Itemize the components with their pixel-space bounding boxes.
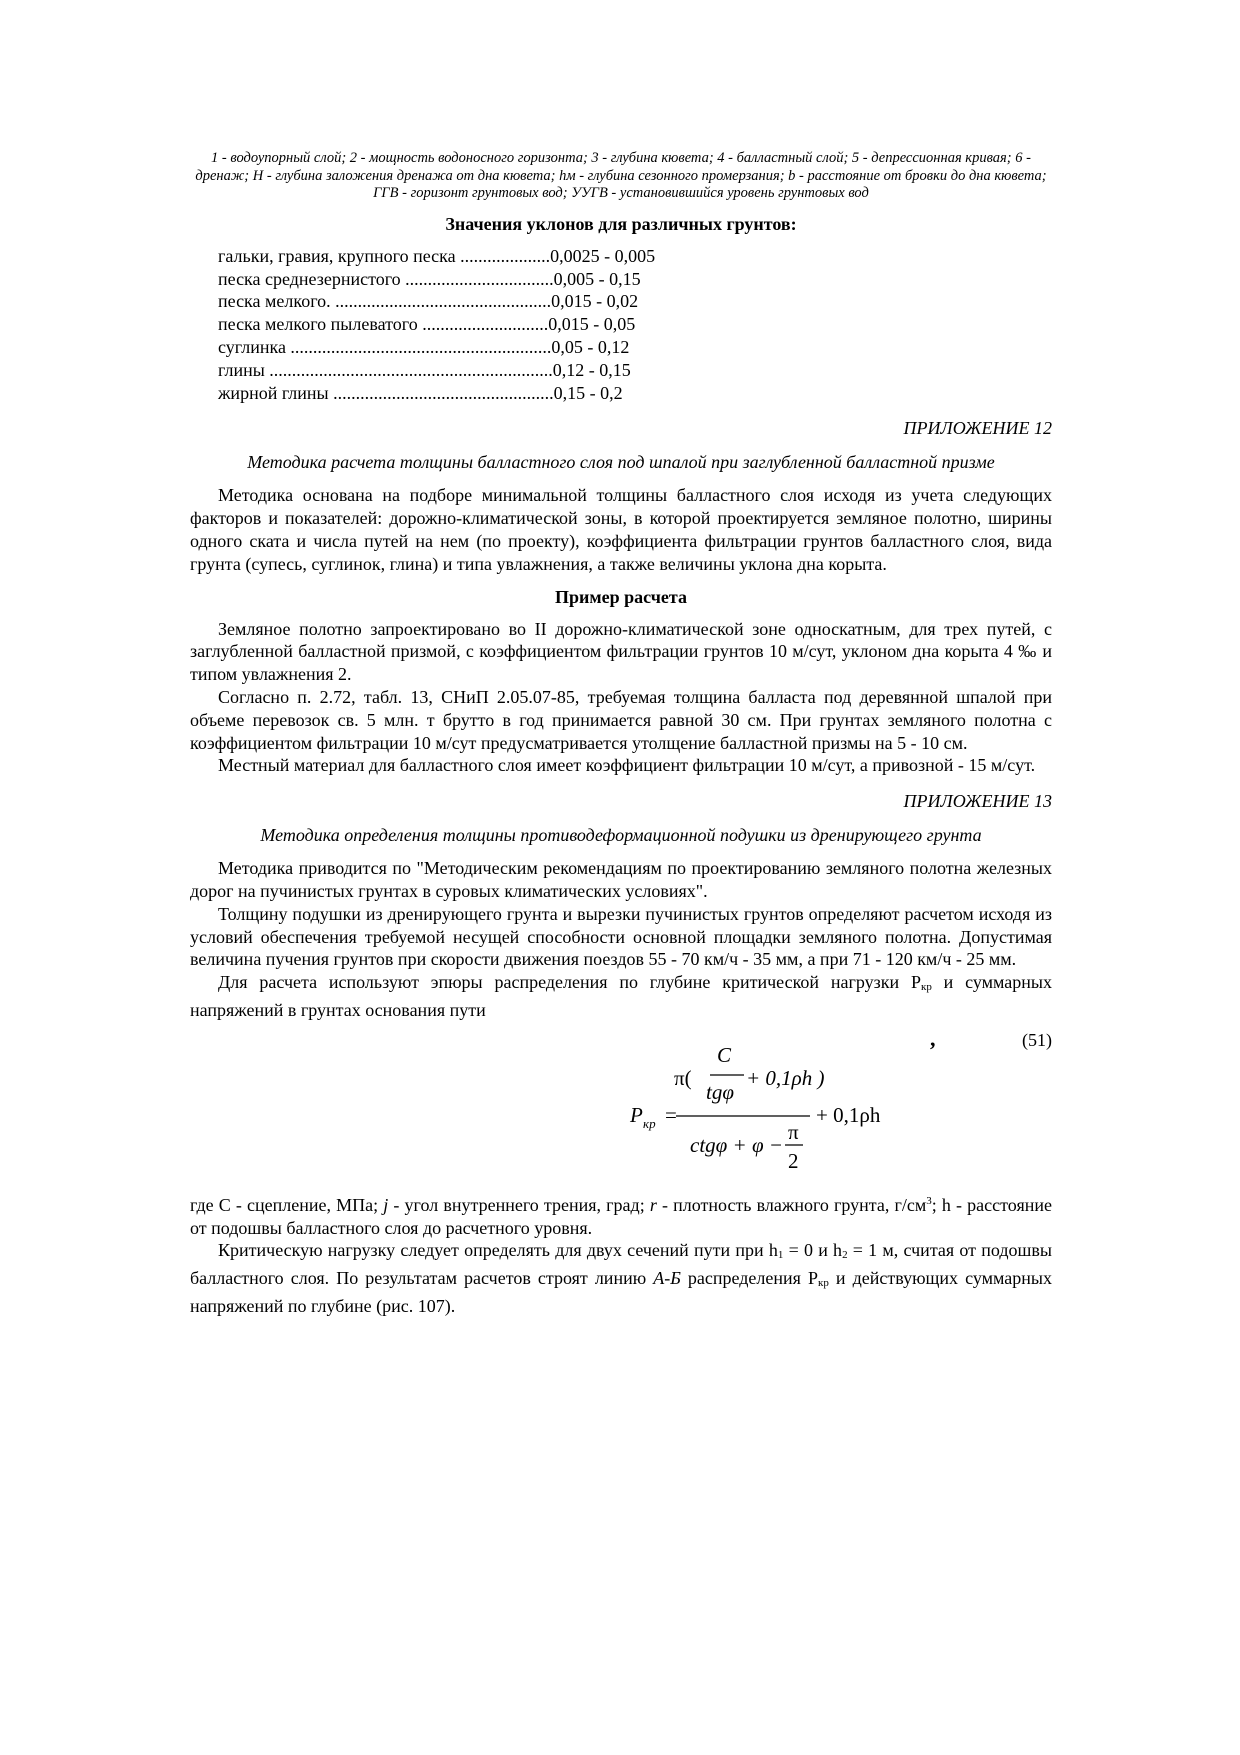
slope-item: песка мелкого. ................................................0,015 - 0,02 (218, 291, 639, 312)
formula-lhs: P (630, 1102, 643, 1127)
slope-item: суглинка ..........................................................0,05 - 0,12 (218, 336, 630, 357)
formula-51 (190, 1025, 1052, 1190)
formula-num-rest: + 0,1ρh ) (746, 1065, 825, 1090)
example-paragraph-3: Местный материал для балластного слоя имеет коэффициент фильтрации 10 м/сут, а привозной - 15 м/сут. (218, 755, 1036, 776)
example-heading: Пример расчета (555, 586, 687, 607)
page-content (190, 150, 1052, 1318)
slopes-list (218, 245, 1052, 405)
equation-number: (51) (1022, 1029, 1052, 1050)
formula-den-pi: π (788, 1119, 799, 1144)
appendix-12-title: Методика расчета толщины балластного слоя под шпалой при заглубленной балластной призме (247, 452, 995, 473)
formula-den-left: ctgφ + φ − (690, 1132, 783, 1157)
slope-item: гальки, гравия, крупного песка ....................0,0025 - 0,005 (218, 245, 656, 266)
slopes-heading: Значения уклонов для различных грунтов: (445, 213, 797, 234)
appendix-13-paragraph-3: Для расчета используют эпюры распределения по глубине критической нагрузки Pкр и суммарных напряжений в грунтах основания пути (190, 972, 1052, 1020)
example-paragraph-2: Согласно п. 2.72, табл. 13, СНиП 2.05.07-85, требуемая толщина балласта под деревянной шпалой при объеме перевозок св. 5 млн. т брутто в год принимается равной 30 см. При грунтах земляного полотна с коэффициентом фильтрации 10 м/сут предусматривается утолщение балластной призмы на 5 - 10 см. (190, 686, 1052, 753)
formula-comma: , (930, 1025, 936, 1051)
formula-frac-den: tgφ (706, 1079, 734, 1104)
example-paragraph-1: Земляное полотно запроектировано во II дорожно-климатической зоне односкатным, для трех путей, с заглубленной балластной призмой, с коэффициентом фильтрации грунтов 10 м/сут, уклоном дна корыта 4 ‰ и типом увлажнения 2. (190, 618, 1052, 685)
slope-item: песка среднезернистого .................................0,005 - 0,15 (218, 268, 641, 289)
appendix-13-label: ПРИЛОЖЕНИЕ 13 (903, 791, 1052, 812)
formula-eq: = (665, 1102, 677, 1127)
formula-svg (630, 1036, 900, 1188)
formula-lhs-sub: кр (643, 1115, 656, 1131)
figure-caption: 1 - водоупорный слой; 2 - мощность водоносного горизонта; 3 - глубина кювета; 4 - балластный слой; 5 - депрессионная кривая; 6 - дренаж; H - глубина заложения дренажа от дна кювета; hм - глубина сезонного промерзания; b - расстояние от бровки до дна кювета; ГГВ - горизонт грунтовых вод; УУГВ - установившийся уровень грунтовых вод (195, 150, 1047, 202)
formula-frac-num: C (717, 1042, 732, 1067)
slope-item: жирной глины .................................................0,15 - 0,2 (218, 382, 623, 403)
formula-den-two: 2 (788, 1148, 799, 1173)
slope-item: глины ...............................................................0,12 - 0,15 (218, 359, 631, 380)
formula-rhs: + 0,1ρh (816, 1102, 881, 1127)
critical-load-paragraph: Критическую нагрузку следует определять для двух сечений пути при h1 = 0 и h2 = 1 м, считая от подошвы балластного слоя. По результатам расчетов строят линию А-Б распределения Pкр и действующих суммарных напряжений по глубине (рис. 107). (190, 1240, 1052, 1316)
critical-load-formula (630, 1036, 900, 1188)
appendix-13-paragraph-1: Методика приводится по "Методическим рекомендациям по проектированию земляного полотна железных дорог на пучинистых грунтах в суровых климатических условиях". (190, 858, 1052, 901)
appendix-12-label: ПРИЛОЖЕНИЕ 12 (903, 418, 1052, 439)
where-paragraph: где С - сцепление, МПа; j - угол внутреннего трения, град; r - плотность влажного грунта, $г/см^3$; h - расстояние от подошвы балластного слоя до расчетного уровня. (190, 1194, 1052, 1238)
appendix-13-title: Методика определения толщины противодеформационной подушки из дренирующего грунта (260, 825, 982, 846)
formula-num-pi: π( (674, 1065, 692, 1090)
appendix-12-intro: Методика основана на подборе минимальной толщины балластного слоя исходя из учета следующих факторов и показателей: дорожно-климатической зоны, в которой проектируется земляное полотно, ширины одного ската и числа путей на нем (по проекту), коэффициента фильтрации грунтов балластного слоя, вида грунта (супесь, суглинок, глина) и типа увлажнения, а также величины уклона дна корыта. (190, 485, 1052, 574)
slope-item: песка мелкого пылеватого ............................0,015 - 0,05 (218, 314, 636, 335)
appendix-13-paragraph-2: Толщину подушки из дренирующего грунта и вырезки пучинистых грунтов определяют расчетом исходя из условий обеспечения требуемой несущей способности основной площадки земляного полотна. Допустимая величина пучения грунтов при скорости движения поездов 55 - 70 км/ч - 35 мм, а при 71 - 120 км/ч - 25 мм. (190, 903, 1052, 970)
